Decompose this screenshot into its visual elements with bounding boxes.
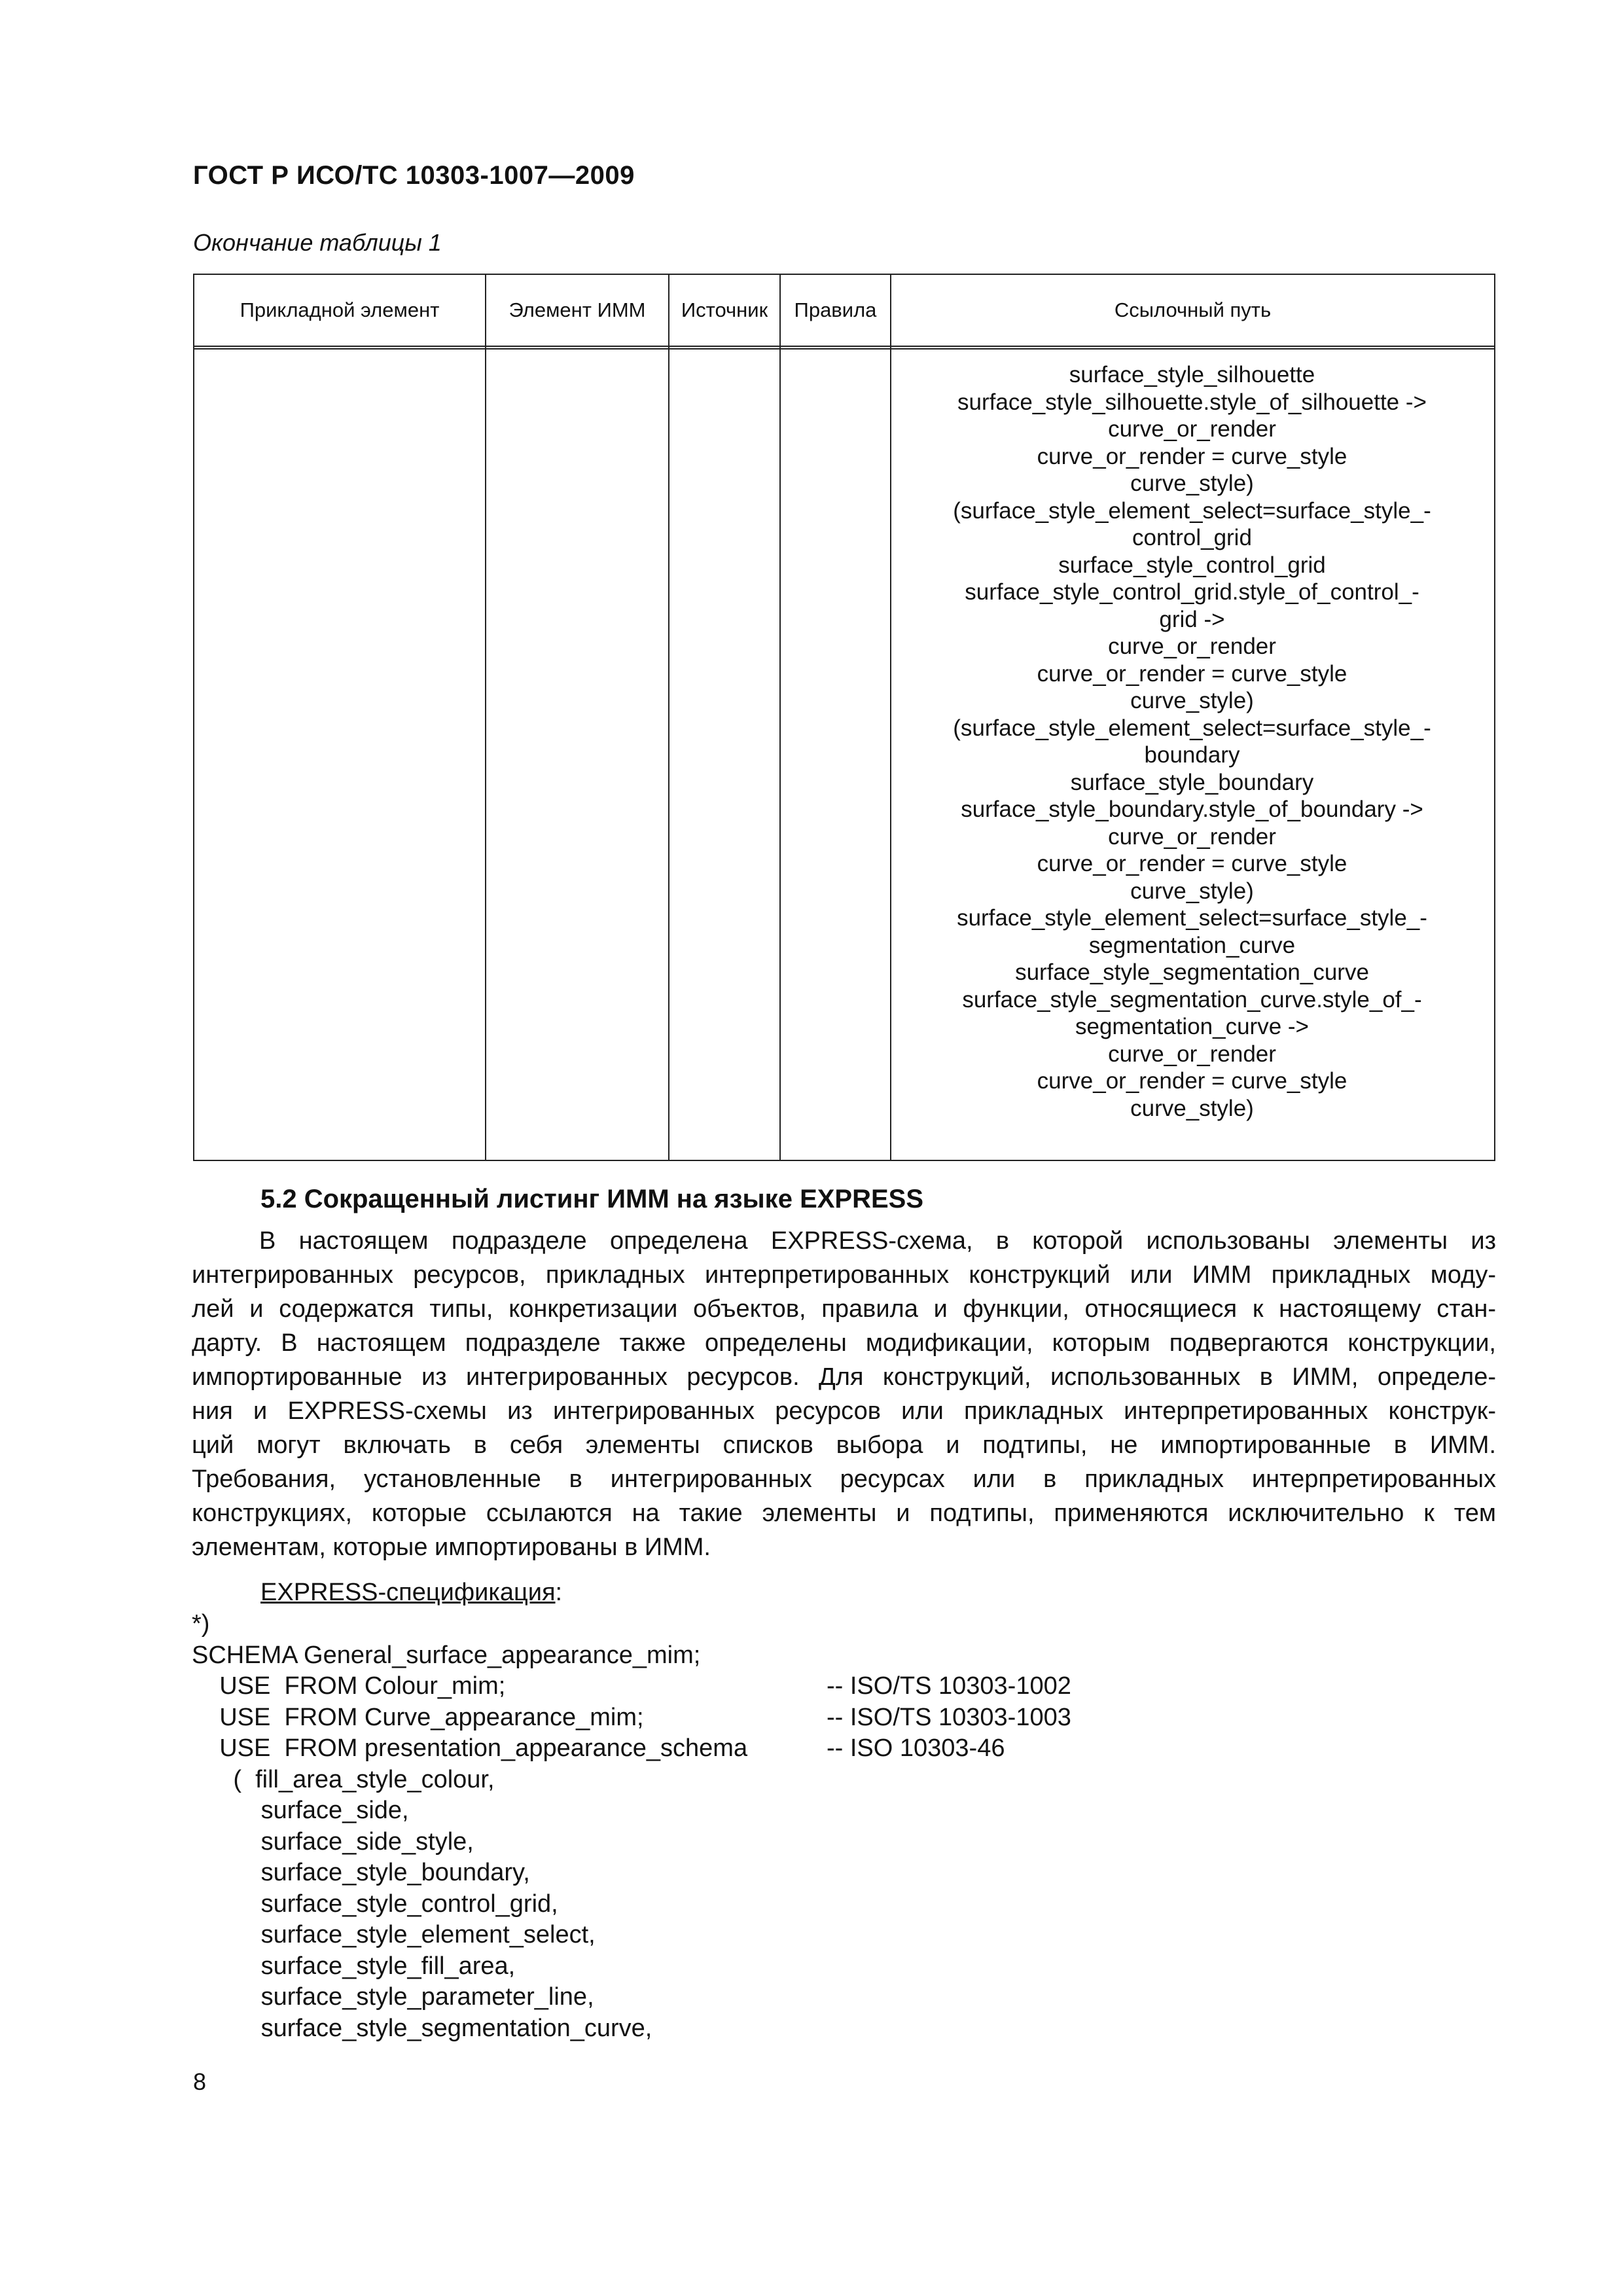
code-text: surface_style_segmentation_curve,: [192, 2014, 652, 2042]
reference-path-line: surface_style_boundary: [1070, 769, 1314, 795]
reference-path-line: curve_or_render = curve_style: [1037, 1068, 1347, 1094]
reference-path-line: grid ->: [1159, 606, 1225, 632]
code-text: USE FROM presentation_appearance_schema: [192, 1734, 748, 1762]
paragraph-line: ций могут включать в себя элементы списков выбора и подтипы, не импортированные в ИММ.: [192, 1431, 1496, 1459]
reference-path-line: surface_style_control_grid: [1058, 552, 1326, 578]
code-text: SCHEMA General_surface_appearance_mim;: [192, 1641, 701, 1669]
column-header-reference-path: Ссылочный путь: [1114, 298, 1272, 321]
paragraph-line: дарту. В настоящем подразделе также определены модификации, которым подвергаются конструкции,: [192, 1329, 1496, 1357]
reference-path-line: surface_style_silhouette: [1069, 362, 1315, 387]
code-line: [192, 1671, 1071, 1702]
code-text: USE FROM Curve_appearance_mim;: [192, 1703, 644, 1731]
reference-path-line: surface_style_segmentation_curve: [1015, 960, 1369, 985]
reference-path-cell: [890, 361, 1494, 1122]
code-comment: -- ISO/TS 10303-1002: [827, 1672, 1071, 1700]
code-line: [192, 1609, 747, 1640]
reference-path-line: (surface_style_element_select=surface_style_-: [953, 715, 1431, 741]
code-line: [192, 1982, 747, 2013]
code-text: surface_side_style,: [192, 1827, 474, 1856]
code-comment: -- ISO 10303-46: [827, 1734, 1005, 1762]
reference-path-line: surface_style_element_select=surface_style_-: [957, 905, 1427, 931]
reference-path-line: segmentation_curve ->: [1075, 1014, 1309, 1039]
reference-path-line: surface_style_boundary.style_of_boundary ->: [961, 797, 1423, 822]
code-text: surface_side,: [192, 1797, 409, 1824]
reference-path-line: curve_or_render = curve_style: [1037, 443, 1347, 469]
reference-path-line: curve_style): [1130, 1095, 1254, 1121]
reference-path-line: surface_style_silhouette.style_of_silhouette ->: [957, 389, 1427, 415]
paragraph-line: В настоящем подразделе определена EXPRESS-схема, в которой использованы элементы из: [259, 1227, 1496, 1255]
code-line: [192, 1920, 747, 1951]
code-text: surface_style_element_select,: [192, 1921, 596, 1948]
code-text: ( fill_area_style_colour,: [192, 1765, 495, 1793]
paragraph-line: Требования, установленные в интегрированных ресурсах или в прикладных интерпретированных: [192, 1465, 1496, 1493]
column-divider: [485, 275, 486, 1160]
reference-path-line: boundary: [1144, 742, 1240, 768]
code-line: [192, 2013, 747, 2045]
reference-path-line: (surface_style_element_select=surface_style_-: [953, 497, 1431, 524]
paragraph-line: интегрированных ресурсов, прикладных интерпретированных конструкций или ИММ прикладных моду-: [192, 1261, 1496, 1289]
express-spec-label-colon: :: [555, 1579, 563, 1606]
reference-path-line: segmentation_curve: [1088, 932, 1296, 958]
code-text: surface_style_control_grid,: [192, 1890, 558, 1918]
page-number: 8: [193, 2068, 207, 2095]
code-comment: -- ISO/TS 10303-1003: [827, 1703, 1071, 1731]
code-text: *): [192, 1610, 210, 1638]
document-header: ГОСТ Р ИСО/ТС 10303-1007—2009: [193, 161, 635, 190]
column-header-application-element: Прикладной элемент: [240, 298, 440, 321]
code-text: USE FROM Colour_mim;: [192, 1672, 506, 1700]
reference-path-line: curve_style): [1130, 878, 1254, 904]
paragraph-line: конструкциях, которые ссылаются на такие элементы и подтипы, применяются исключительно к тем: [192, 1499, 1496, 1527]
mapping-table: [193, 274, 1495, 1161]
reference-path-line: curve_or_render = curve_style: [1037, 660, 1347, 687]
code-line: [192, 1733, 1005, 1765]
column-header-rules: Правила: [794, 298, 877, 321]
express-code-listing: [192, 1609, 1071, 2044]
column-header-source: Источник: [681, 298, 768, 321]
reference-path-line: control_grid: [1132, 525, 1252, 550]
section-paragraph: [192, 1224, 1496, 1564]
reference-path-line: surface_style_segmentation_curve.style_of_-: [962, 986, 1422, 1013]
paragraph-line: ния и EXPRESS-схемы из интегрированных ресурсов или прикладных интерпретированных конструк-: [192, 1397, 1496, 1425]
paragraph-line: импортированные из интегрированных ресурсов. Для конструкций, использованных в ИММ, определе-: [192, 1363, 1496, 1391]
express-spec-label: [260, 1579, 562, 1607]
code-line: [192, 1889, 747, 1920]
column-divider: [668, 275, 669, 1160]
column-header-mim-element: Элемент ИММ: [508, 298, 646, 321]
table-caption: Окончание таблицы 1: [193, 229, 442, 256]
paragraph-line: элементам, которые импортированы в ИММ.: [192, 1534, 711, 1561]
express-spec-label-text: EXPRESS-спецификация: [260, 1579, 556, 1606]
column-divider: [779, 275, 781, 1160]
reference-path-line: curve_or_render: [1108, 823, 1276, 850]
reference-path-line: curve_or_render = curve_style: [1037, 851, 1347, 876]
code-line: [192, 1795, 747, 1827]
code-line: [192, 1702, 1071, 1734]
code-line: [192, 1765, 747, 1796]
code-line: [192, 1857, 747, 1889]
reference-path-line: curve_or_render: [1108, 1041, 1276, 1067]
reference-path-line: curve_style): [1130, 688, 1254, 713]
reference-path-line: curve_style): [1130, 471, 1254, 496]
paragraph-line: лей и содержатся типы, конкретизации объектов, правила и функции, относящиеся к настоящему стан-: [192, 1295, 1496, 1323]
code-line: [192, 1951, 747, 1982]
code-line: [192, 1640, 747, 1672]
reference-path-line: curve_or_render: [1108, 416, 1276, 442]
code-text: surface_style_fill_area,: [192, 1952, 516, 1980]
reference-path-line: curve_or_render: [1108, 634, 1276, 659]
code-line: [192, 1827, 747, 1858]
code-text: surface_style_parameter_line,: [192, 1983, 594, 2011]
section-title: 5.2 Сокращенный листинг ИММ на языке EXPRESS: [260, 1185, 924, 1213]
reference-path-line: surface_style_control_grid.style_of_control_-: [965, 579, 1419, 605]
code-text: surface_style_boundary,: [192, 1859, 530, 1886]
